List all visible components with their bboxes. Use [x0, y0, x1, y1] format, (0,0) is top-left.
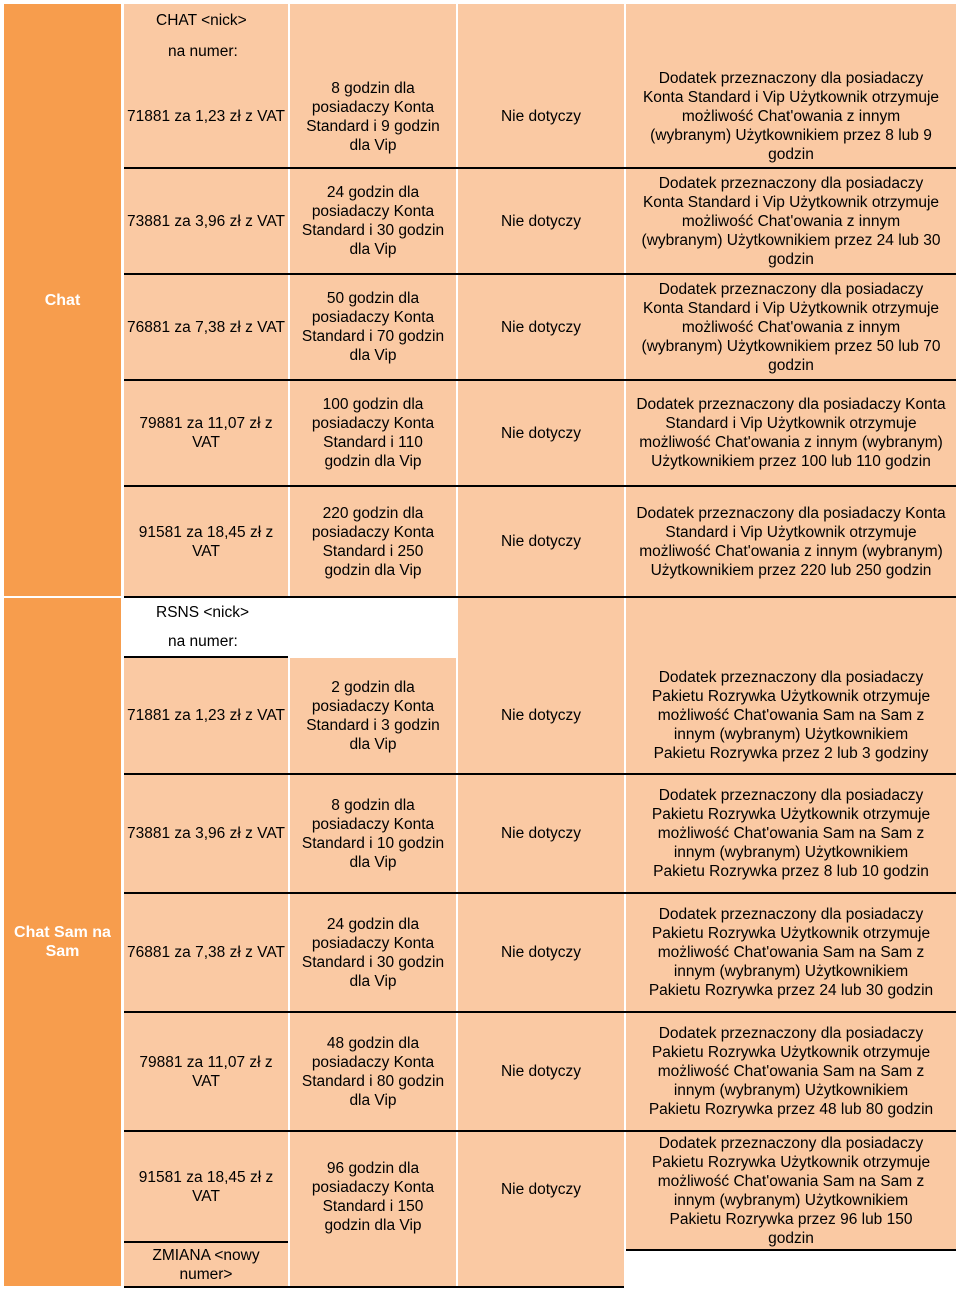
to-number-label [124, 626, 288, 656]
row-divider [124, 656, 288, 658]
hours-text: 220 godzin dla posiadaczy Konta Standard i 250 godzin dla Vip [311, 504, 435, 579]
na-text: Nie dotyczy [500, 944, 582, 961]
price-text: 76881 za 7,38 zł z VAT [127, 944, 285, 961]
section-label-text: Chat [44, 291, 81, 309]
row-divider [124, 596, 956, 598]
hours-text: 50 godzin dla posiadaczy Konta Standard i 70 godzin dla Vip [301, 290, 445, 364]
desc-cell [626, 1132, 956, 1249]
price-text: 73881 za 3,96 zł z VAT [127, 825, 285, 842]
na-text: Nie dotyczy [500, 707, 582, 724]
desc-text: Dodatek przeznaczony dla posiadaczy Pakietu Rozrywka Użytkownik otrzymuje możliwość Chat'owania Sam na Sam z innym (wybranym) Użytkownikiem Pakietu Rozrywka przez 24 lub 30 godzin [648, 906, 934, 999]
desc-text: Dodatek przeznaczony dla posiadaczy Pakietu Rozrywka Użytkownik otrzymuje możliwość Chat'owania Sam na Sam z innym (wybranym) Użytkownikiem Pakietu Rozrywka przez 48 lub 80 godzin [648, 1025, 934, 1118]
hours-cell [290, 658, 456, 773]
na-cell [458, 487, 624, 596]
hours-cell [290, 487, 456, 596]
price-cell [124, 775, 288, 892]
hours-cell [290, 4, 456, 167]
desc-text: Dodatek przeznaczony dla posiadaczy Konta Standard i Vip Użytkownik otrzymuje możliwość Chat'owania z innym (wybranym) Użytkownikiem przez 100 lub 110 godzin [636, 396, 946, 470]
na-text: Nie dotyczy [500, 318, 582, 336]
desc-cell [626, 4, 956, 167]
price-text: 79881 za 11,07 zł z VAT [139, 415, 273, 451]
na-text: Nie dotyczy [500, 1180, 582, 1198]
desc-cell [626, 775, 956, 892]
hours-cell [290, 169, 456, 273]
price-text: 73881 za 3,96 zł z VAT [127, 212, 285, 230]
desc-text: Dodatek przeznaczony dla posiadaczy Konta Standard i Vip Użytkownik otrzymuje możliwość Chat'owania z innym (wybranym) Użytkownikiem przez 50 lub 70 godzin [641, 280, 941, 374]
hours-text: 24 godzin dla posiadaczy Konta Standard i 30 godzin dla Vip [301, 915, 445, 990]
na-cell [458, 894, 624, 1011]
to-number-label [124, 37, 288, 66]
row-divider [124, 167, 956, 169]
command-header [124, 598, 288, 626]
section-label-chat-sam-na-sam [4, 598, 121, 1286]
hours-cell [290, 894, 456, 1011]
desc-text: Dodatek przeznaczony dla posiadaczy Konta Standard i Vip Użytkownik otrzymuje możliwość Chat'owania z innym (wybranym) Użytkownikiem przez 24 lub 30 godzin [641, 174, 941, 268]
command-header [124, 4, 288, 37]
na-text: Nie dotyczy [500, 212, 582, 230]
hours-text: 48 godzin dla posiadaczy Konta Standard i 80 godzin dla Vip [301, 1034, 445, 1109]
desc-cell [626, 275, 956, 379]
desc-text: Dodatek przeznaczony dla posiadaczy Pakietu Rozrywka Użytkownik otrzymuje możliwość Chat'owania Sam na Sam z innym (wybranym) Użytkownikiem Pakietu Rozrywka przez 8 lub 10 godzin [651, 787, 931, 880]
na-cell [458, 4, 624, 167]
row-divider [124, 773, 956, 775]
na-text: Nie dotyczy [500, 108, 582, 125]
row-divider [124, 1130, 956, 1132]
price-cell [124, 169, 288, 273]
na-cell [458, 275, 624, 379]
desc-cell [626, 487, 956, 596]
desc-text: Dodatek przeznaczony dla posiadaczy Konta Standard i Vip Użytkownik otrzymuje możliwość Chat'owania z innym (wybranym) Użytkownikiem przez 8 lub 9 godzin [642, 70, 940, 163]
price-cell [124, 275, 288, 379]
na-text: Nie dotyczy [500, 825, 582, 842]
to-number-text: na numer: [168, 43, 238, 60]
desc-cell [626, 894, 956, 1011]
desc-cell [626, 1013, 956, 1130]
hours-cell [290, 1132, 456, 1286]
footer-text: ZMIANA <nowy numer> [152, 1246, 260, 1283]
hours-text: 2 godzin dla posiadaczy Konta Standard i 3 godzin dla Vip [306, 678, 440, 753]
row-divider [124, 379, 956, 381]
price-text: 71881 za 1,23 zł z VAT [127, 108, 285, 125]
hours-text: 100 godzin dla posiadaczy Konta Standard i 110 godzin dla Vip [311, 396, 435, 470]
desc-text: Dodatek przeznaczony dla posiadaczy Konta Standard i Vip Użytkownik otrzymuje możliwość Chat'owania z innym (wybranym) Użytkownikiem przez 220 lub 250 godzin [636, 504, 946, 579]
row-divider [124, 1241, 288, 1243]
hours-text: 8 godzin dla posiadaczy Konta Standard i 9 godzin dla Vip [306, 79, 440, 154]
na-text: Nie dotyczy [500, 1063, 582, 1080]
hours-cell [290, 275, 456, 379]
footer-cell [124, 1243, 288, 1286]
na-cell [458, 1132, 624, 1286]
price-text: 71881 za 1,23 zł z VAT [127, 707, 285, 724]
hours-text: 24 godzin dla posiadaczy Konta Standard i 30 godzin dla Vip [301, 184, 445, 258]
na-cell [458, 1013, 624, 1130]
section-label-chat [4, 4, 121, 596]
desc-cell [626, 169, 956, 273]
desc-text: Dodatek przeznaczony dla posiadaczy Pakietu Rozrywka Użytkownik otrzymuje możliwość Chat'owania Sam na Sam z innym (wybranym) Użytkownikiem Pakietu Rozrywka przez 2 lub 3 godziny [651, 669, 931, 762]
na-text: Nie dotyczy [500, 424, 582, 442]
to-number-text: na numer: [168, 632, 238, 650]
row-divider [124, 892, 956, 894]
row-divider [626, 1249, 956, 1251]
price-cell [124, 1013, 288, 1130]
na-text: Nie dotyczy [500, 533, 582, 550]
desc-cell [626, 381, 956, 485]
price-text: 91581 za 18,45 zł z VAT [138, 523, 274, 560]
price-cell [124, 1132, 288, 1241]
na-cell [458, 169, 624, 273]
desc-text: Dodatek przeznaczony dla posiadaczy Pakietu Rozrywka Użytkownik otrzymuje możliwość Chat'owania Sam na Sam z innym (wybranym) Użytkownikiem Pakietu Rozrywka przez 96 lub 150 godzin [651, 1134, 931, 1247]
section-label-text: Chat Sam na Sam [14, 924, 111, 960]
row-divider [124, 1286, 624, 1288]
na-cell [458, 775, 624, 892]
price-cell [124, 381, 288, 485]
hours-text: 8 godzin dla posiadaczy Konta Standard i 10 godzin dla Vip [301, 796, 445, 871]
na-cell [458, 381, 624, 485]
hours-cell [290, 775, 456, 892]
price-text: 91581 za 18,45 zł z VAT [138, 1168, 274, 1205]
price-cell [124, 66, 288, 167]
row-divider [124, 273, 956, 275]
price-cell [124, 658, 288, 773]
row-divider [124, 485, 956, 487]
price-text: 79881 za 11,07 zł z VAT [139, 1053, 273, 1090]
price-text: 76881 za 7,38 zł z VAT [127, 318, 285, 336]
price-cell [124, 487, 288, 596]
row-divider [124, 1011, 956, 1013]
hours-cell [290, 1013, 456, 1130]
hours-cell [290, 381, 456, 485]
command-text: CHAT <nick> [156, 12, 247, 29]
command-text: RSNS <nick> [156, 603, 250, 621]
price-cell [124, 894, 288, 1011]
hours-text: 96 godzin dla posiadaczy Konta Standard i 150 godzin dla Vip [311, 1160, 435, 1234]
desc-cell [626, 598, 956, 773]
na-cell [458, 598, 624, 773]
